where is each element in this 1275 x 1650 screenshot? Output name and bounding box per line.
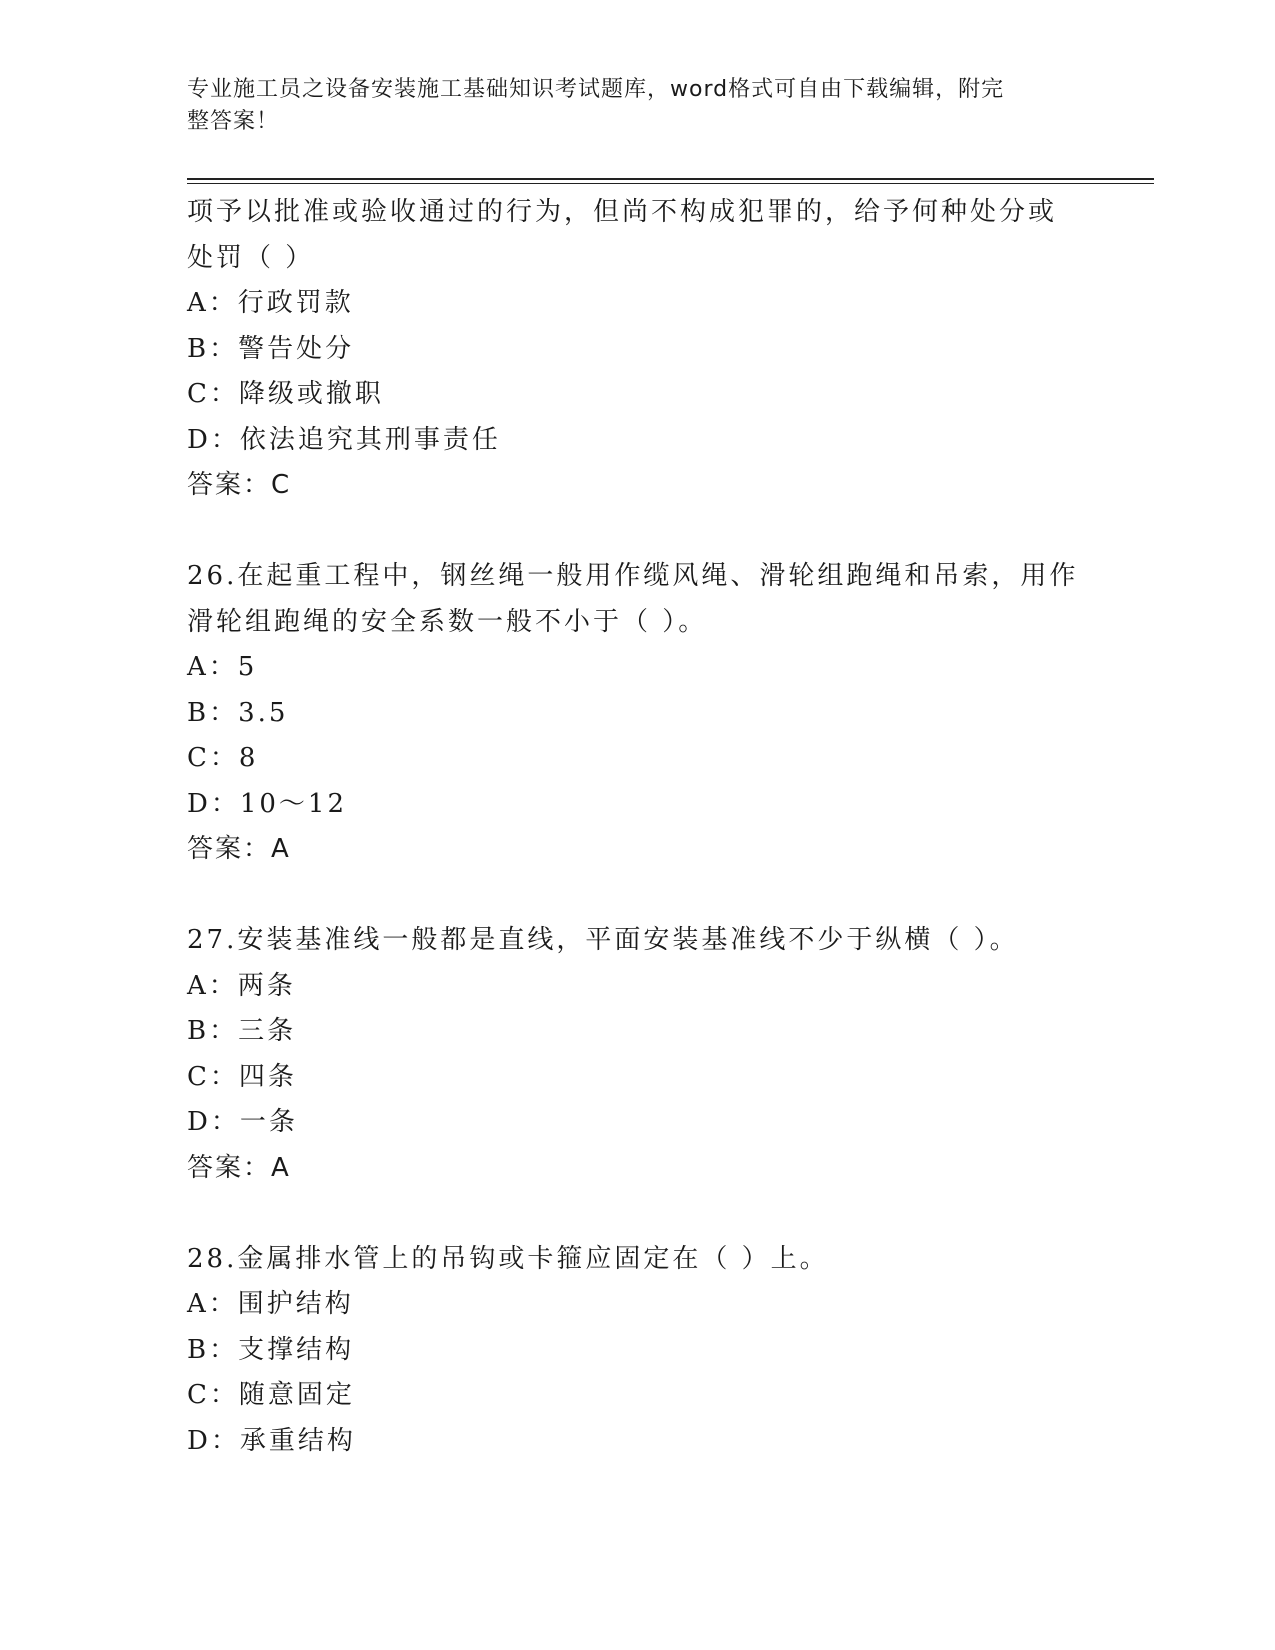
question-27 bbox=[187, 918, 1067, 1191]
option-b: B：三条 bbox=[187, 1016, 297, 1046]
option-c: C：降级或撤职 bbox=[187, 379, 384, 409]
option-b: B：警告处分 bbox=[187, 333, 355, 364]
option-d: D：依法追究其刑事责任 bbox=[187, 424, 501, 455]
option-d: D：一条 bbox=[187, 1107, 298, 1137]
option-d: D：10～12 bbox=[187, 788, 348, 819]
header-line-1: 专业施工员之设备安装施工基础知识考试题库，word格式可自由下载编辑，附完 bbox=[187, 77, 1005, 102]
question-28 bbox=[187, 1237, 1067, 1465]
answer-line: 答案：A bbox=[187, 834, 291, 864]
continued-question bbox=[187, 190, 1067, 509]
question-stem-line: 滑轮组跑绳的安全系数一般不小于（ ）。 bbox=[187, 606, 708, 637]
spacer bbox=[187, 873, 1067, 919]
header-divider bbox=[187, 178, 1154, 184]
option-a: A：两条 bbox=[187, 970, 296, 1001]
option-a: A：5 bbox=[187, 652, 258, 682]
question-content bbox=[187, 190, 1079, 1464]
question-stem-line: 项予以批准或验收通过的行为，但尚不构成犯罪的，给予何种处分或 bbox=[187, 197, 1058, 227]
question-stem-line: 处罚（ ） bbox=[187, 242, 315, 273]
question-26 bbox=[187, 554, 1079, 873]
answer-line: 答案：C bbox=[187, 470, 292, 500]
spacer bbox=[187, 1191, 1067, 1237]
option-b: B：支撑结构 bbox=[187, 1334, 355, 1365]
header-line-2: 整答案！ bbox=[187, 109, 280, 134]
option-d: D：承重结构 bbox=[187, 1425, 356, 1456]
option-b: B：3.5 bbox=[187, 697, 289, 728]
option-a: A：围护结构 bbox=[187, 1289, 354, 1319]
spacer bbox=[187, 509, 1067, 555]
option-a: A：行政罚款 bbox=[187, 288, 354, 318]
answer-line: 答案：A bbox=[187, 1152, 291, 1183]
question-stem-line: 27.安装基准线一般都是直线，平面安装基准线不少于纵横（ ）。 bbox=[187, 925, 1019, 955]
option-c: C：四条 bbox=[187, 1061, 297, 1092]
question-stem-line: 28.金属排水管上的吊钩或卡箍应固定在（ ）上。 bbox=[187, 1243, 829, 1274]
option-c: C：8 bbox=[187, 743, 259, 773]
option-c: C：随意固定 bbox=[187, 1380, 355, 1410]
page-header bbox=[187, 74, 1067, 138]
question-stem-line: 26.在起重工程中，钢丝绳一般用作缆风绳、滑轮组跑绳和吊索，用作 bbox=[187, 561, 1079, 591]
